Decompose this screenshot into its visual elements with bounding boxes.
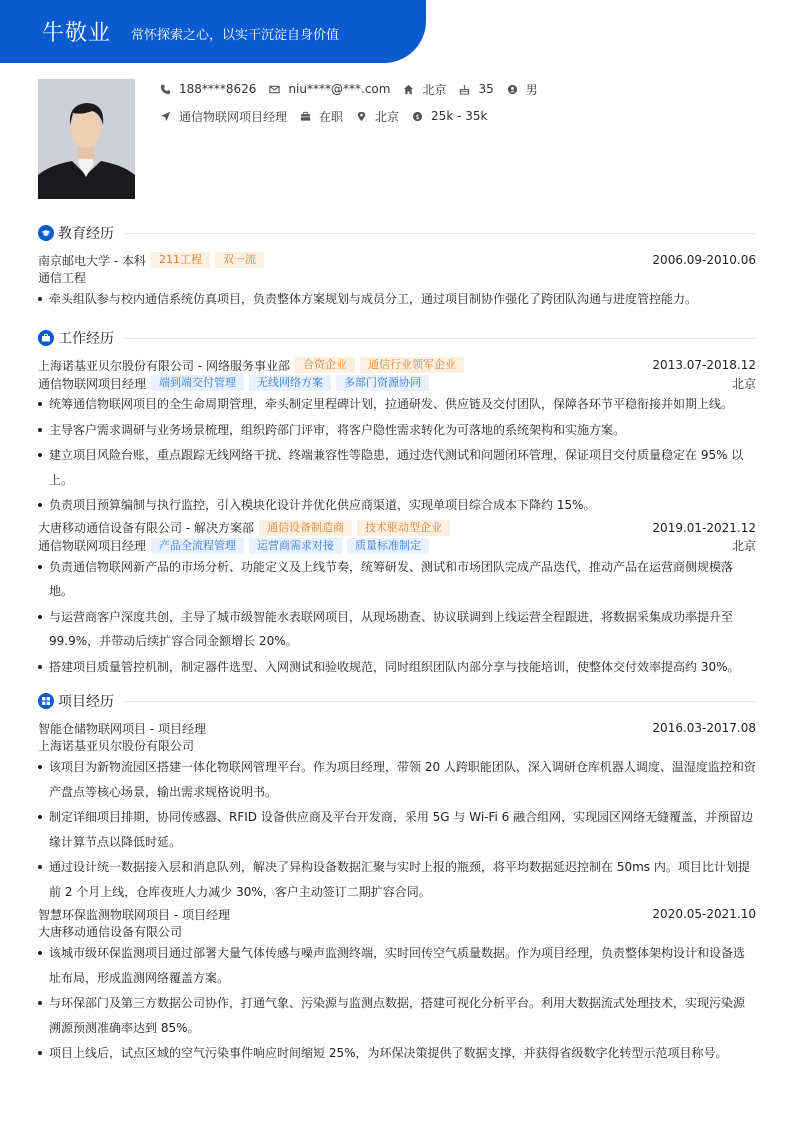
home-icon (403, 84, 414, 95)
intent-item (160, 108, 287, 125)
education-entry (38, 251, 756, 312)
work-company-line (38, 519, 756, 537)
bullet-item: 与运营商客户深度共创，主导了城市级智能水表联网项目，从现场勘查、协议联调到上线运营全程跟进，将数据采集成功率提升至 99.9%，并带动后续扩容合同金额增长 20%。 (38, 605, 756, 654)
phone-item (160, 82, 256, 96)
education-title: 教育经历 (58, 226, 114, 242)
company-tag: 通信行业领军企业 (360, 357, 464, 373)
phone-icon (160, 84, 171, 95)
bullet-item: 主导客户需求调研与业务场景梳理，组织跨部门评审，将客户隐性需求转化为可落地的系统架构和实施方案。 (38, 418, 756, 443)
education-major: 通信工程 (38, 271, 87, 285)
home-text: 北京 (422, 82, 447, 97)
work-position: 通信物联网项目经理 (38, 539, 147, 553)
bullet-item: 建立项目风险台账，重点跟踪无线网络干扰、终端兼容性等隐患，通过迭代测试和问题闭环管理，保证项目交付质量稳定在 95% 以上。 (38, 443, 756, 492)
work-bullets (38, 392, 756, 518)
project-bullets (38, 941, 756, 1066)
status-item (300, 108, 343, 125)
education-line (38, 251, 756, 269)
company-tag: 技术驱动型企业 (357, 520, 450, 536)
profile-photo (38, 79, 135, 199)
age-item (459, 82, 493, 96)
section-divider (124, 233, 756, 234)
school-tag: 双一流 (215, 252, 264, 268)
work-company-group (38, 357, 464, 374)
work-position-line (38, 537, 756, 555)
school-tag: 211工程 (151, 252, 210, 268)
bullet-item: 统筹通信物联网项目的全生命周期管理，牵头制定里程碑计划，拉通研发、供应链及交付团队，保障各环节平稳衔接并如期上线。 (38, 392, 756, 417)
work-company-group (38, 519, 450, 536)
work-location: 北京 (731, 539, 756, 553)
bullet-item: 制定详细项目排期，协同传感器、RFID 设备供应商及平台开发商，采用 5G 与 Wi-Fi 6 融合组网，实现园区网络无缝覆盖，并预留边缘计算节点以降低时延。 (38, 805, 756, 854)
cake-icon (459, 84, 470, 95)
bullet-item: 负责项目预算编制与执行监控，引入模块化设计并优化供应商渠道，实现单项目综合成本下降约 15%。 (38, 493, 756, 518)
money-icon (412, 111, 423, 122)
work-section (38, 328, 756, 680)
header-banner (0, 0, 426, 63)
grid-icon (38, 693, 54, 709)
gender-icon (507, 84, 518, 95)
project-org: 大唐移动通信设备有限公司 (38, 925, 183, 939)
gender-text: 男 (525, 82, 538, 97)
section-divider (124, 701, 756, 702)
briefcase-icon (300, 111, 311, 122)
work-company-line (38, 356, 756, 374)
basic-info (160, 80, 551, 134)
send-icon (160, 111, 171, 122)
intent-text: 通信物联网项目经理 (179, 109, 288, 124)
city-item (356, 108, 399, 125)
work-company: 上海诺基亚贝尔股份有限公司 - 网络服务事业部 (38, 358, 290, 373)
work-position-line (38, 374, 756, 392)
phone-text: 188****8626 (179, 82, 257, 96)
project-name: 智慧环保监测物联网项目 - 项目经理 (38, 907, 230, 922)
basic-info-row-1 (160, 80, 551, 98)
bullet-item: 项目上线后，试点区域的空气污染事件响应时间缩短 25%，为环保决策提供了数据支撑，并获得省级数字化转型示范项目称号。 (38, 1041, 756, 1066)
position-tag: 多部门资源协同 (336, 375, 429, 391)
project-name: 智能仓储物联网项目 - 项目经理 (38, 721, 206, 736)
project-entry (38, 905, 756, 1066)
work-header (38, 328, 756, 348)
project-date: 2016.03-2017.08 (652, 721, 756, 735)
projects-title: 项目经历 (58, 694, 114, 710)
salary-item (412, 109, 487, 123)
company-tag: 通信设备制造商 (259, 520, 352, 536)
bullet-item: 该项目为新物流园区搭建一体化物联网管理平台。作为项目经理，带领 20 人跨职能团队，深入调研仓库机器人调度、温湿度监控和资产盘点等核心场景，输出需求规格说明书。 (38, 755, 756, 804)
bullet-item: 与环保部门及第三方数据公司协作，打通气象、污染源与监测点数据，搭建可视化分析平台。利用大数据流式处理技术，实现污染源溯源预测准确率达到 85%。 (38, 991, 756, 1040)
svg-text:$: $ (415, 112, 420, 121)
projects-header (38, 691, 756, 711)
graduation-cap-icon (38, 225, 54, 241)
work-date: 2019.01-2021.12 (652, 520, 756, 535)
age-text: 35 (478, 82, 494, 96)
project-bullets (38, 755, 756, 904)
education-header (38, 223, 756, 243)
bullet-item: 搭建项目质量管控机制，制定器件选型、入网测试和验收规范，同时组织团队内部分享与技能培训，使整体交付效率提高约 30%。 (38, 655, 756, 680)
city-text: 北京 (375, 109, 400, 124)
bullet-item: 负责通信物联网新产品的市场分析、功能定义及上线节奏，统筹研发、测试和市场团队完成产品迭代，推动产品在运营商侧规模落地。 (38, 555, 756, 604)
school-name: 南京邮电大学 - 本科 (38, 253, 146, 268)
company-tag: 合资企业 (295, 357, 355, 373)
position-tag: 无线网络方案 (249, 375, 331, 391)
position-tag: 运营商需求对接 (249, 538, 342, 554)
position-tag: 端到端交付管理 (151, 375, 244, 391)
work-bullets (38, 555, 756, 680)
education-school-group (38, 252, 264, 269)
candidate-name: 牛敬业 (42, 21, 112, 46)
project-entry (38, 719, 756, 904)
projects-section (38, 691, 756, 1067)
education-date: 2006.09-2010.06 (652, 253, 756, 267)
status-text: 在职 (319, 109, 344, 124)
position-tag: 产品全流程管理 (151, 538, 244, 554)
location-icon (356, 111, 367, 122)
section-divider (124, 338, 756, 339)
mail-icon (269, 84, 280, 95)
gender-item (507, 81, 538, 98)
work-entry (38, 356, 756, 518)
salary-text: 25k - 35k (431, 109, 488, 123)
project-date: 2020.05-2021.10 (652, 907, 756, 921)
work-location: 北京 (731, 376, 756, 391)
education-bullets (38, 287, 756, 312)
basic-info-row-2 (160, 107, 551, 125)
work-company: 大唐移动通信设备有限公司 - 解决方案部 (38, 521, 254, 535)
bullet-item: 该城市级环保监测项目通过部署大量气体传感与噪声监测终端，实时回传空气质量数据。作为项目经理，负责整体架构设计和设备选址布局，形成监测网络覆盖方案。 (38, 941, 756, 990)
work-position-group (38, 537, 429, 554)
position-tag: 质量标准制定 (347, 538, 429, 554)
email-text: niu****@***.com (288, 82, 391, 96)
work-date: 2013.07-2018.12 (652, 358, 756, 372)
email-item (269, 82, 390, 96)
work-position: 通信物联网项目经理 (38, 376, 147, 391)
candidate-motto: 常怀探索之心，以实干沉淀自身价值 (131, 27, 340, 43)
project-line (38, 719, 756, 737)
work-entry (38, 519, 756, 680)
project-org: 上海诺基亚贝尔股份有限公司 (38, 739, 195, 753)
work-position-group (38, 375, 429, 392)
briefcase-icon (38, 330, 54, 346)
work-title: 工作经历 (58, 331, 114, 347)
education-section (38, 223, 756, 313)
project-line (38, 905, 756, 923)
bullet-item: 通过设计统一数据接入层和消息队列，解决了异构设备数据汇聚与实时上报的瓶颈，将平均数据延迟控制在 50ms 内。项目比计划提前 2 个月上线，仓库夜班人力减少 30%，客户主动签订二期扩容合同。 (38, 855, 756, 904)
home-item (403, 81, 446, 98)
bullet-item: 牵头组队参与校内通信系统仿真项目，负责整体方案规划与成员分工，通过项目制协作强化了跨团队沟通与进度管控能力。 (38, 287, 756, 312)
